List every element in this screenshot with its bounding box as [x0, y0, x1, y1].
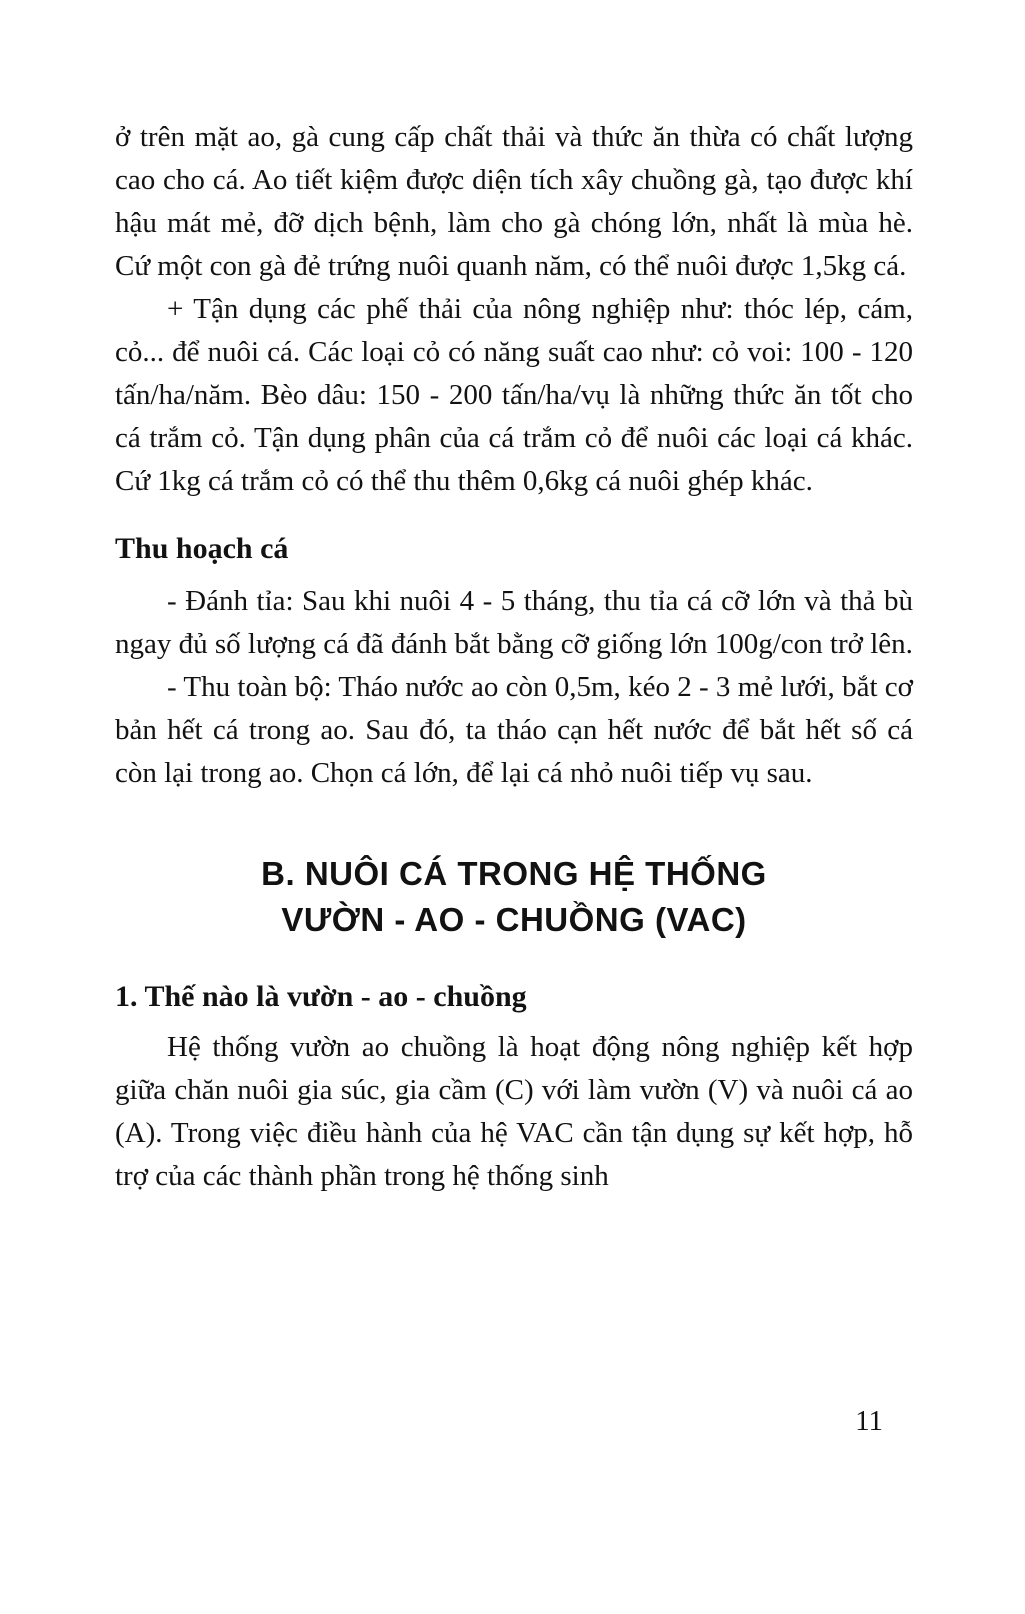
chapter-title [115, 851, 913, 943]
paragraph-chicken-pond: ở trên mặt ao, gà cung cấp chất thải và thức ăn thừa có chất lượng cao cho cá. Ao tiết kiệm được diện tích xây chuồng gà, tạo được khí hậu mát mẻ, đỡ dịch bệnh, làm cho gà chóng lớn, nhất là mùa hè. Cứ một con gà đẻ trứng nuôi quanh năm, có thể nuôi được 1,5kg cá. [115, 121, 913, 282]
page-content [115, 116, 913, 1198]
paragraph-selective-harvest: - Đánh tỉa: Sau khi nuôi 4 - 5 tháng, thu tỉa cá cỡ lớn và thả bù ngay đủ số lượng cá đã đánh bắt bằng cỡ giống lớn 100g/con trở lên. [115, 585, 913, 660]
paragraph-full-harvest: - Thu toàn bộ: Tháo nước ao còn 0,5m, kéo 2 - 3 mẻ lưới, bắt cơ bản hết cá trong ao. Sau đó, ta tháo cạn hết nước để bắt hết số cá còn lại trong ao. Chọn cá lớn, để lại cá nhỏ nuôi tiếp vụ sau. [115, 671, 913, 789]
section-subheading: 1. Thế nào là vườn - ao - chuồng [115, 980, 527, 1013]
paragraph-agricultural-waste: + Tận dụng các phế thải của nông nghiệp như: thóc lép, cám, cỏ... để nuôi cá. Các loại cỏ có năng suất cao như: cỏ voi: 100 - 120 tấn/ha/năm. Bèo dâu: 150 - 200 tấn/ha/vụ là những thức ăn tốt cho cá trắm cỏ. Tận dụng phân của cá trắm cỏ để nuôi các loại cá khác. Cứ 1kg cá trắm cỏ có thể thu thêm 0,6kg cá nuôi ghép khác. [115, 293, 913, 497]
chapter-title-line-1: B. NUÔI CÁ TRONG HỆ THỐNG [261, 855, 767, 892]
harvest-heading: Thu hoạch cá [115, 532, 289, 565]
paragraph-vac-system: Hệ thống vườn ao chuồng là hoạt động nông nghiệp kết hợp giữa chăn nuôi gia súc, gia cầm (C) với làm vườn (V) và nuôi cá ao (A). Trong việc điều hành của hệ VAC cần tận dụng sự kết hợp, hỗ trợ của các thành phần trong hệ thống sinh [115, 1031, 913, 1192]
chapter-title-line-2: VƯỜN - AO - CHUỒNG (VAC) [281, 901, 747, 938]
page-number: 11 [855, 1405, 883, 1437]
